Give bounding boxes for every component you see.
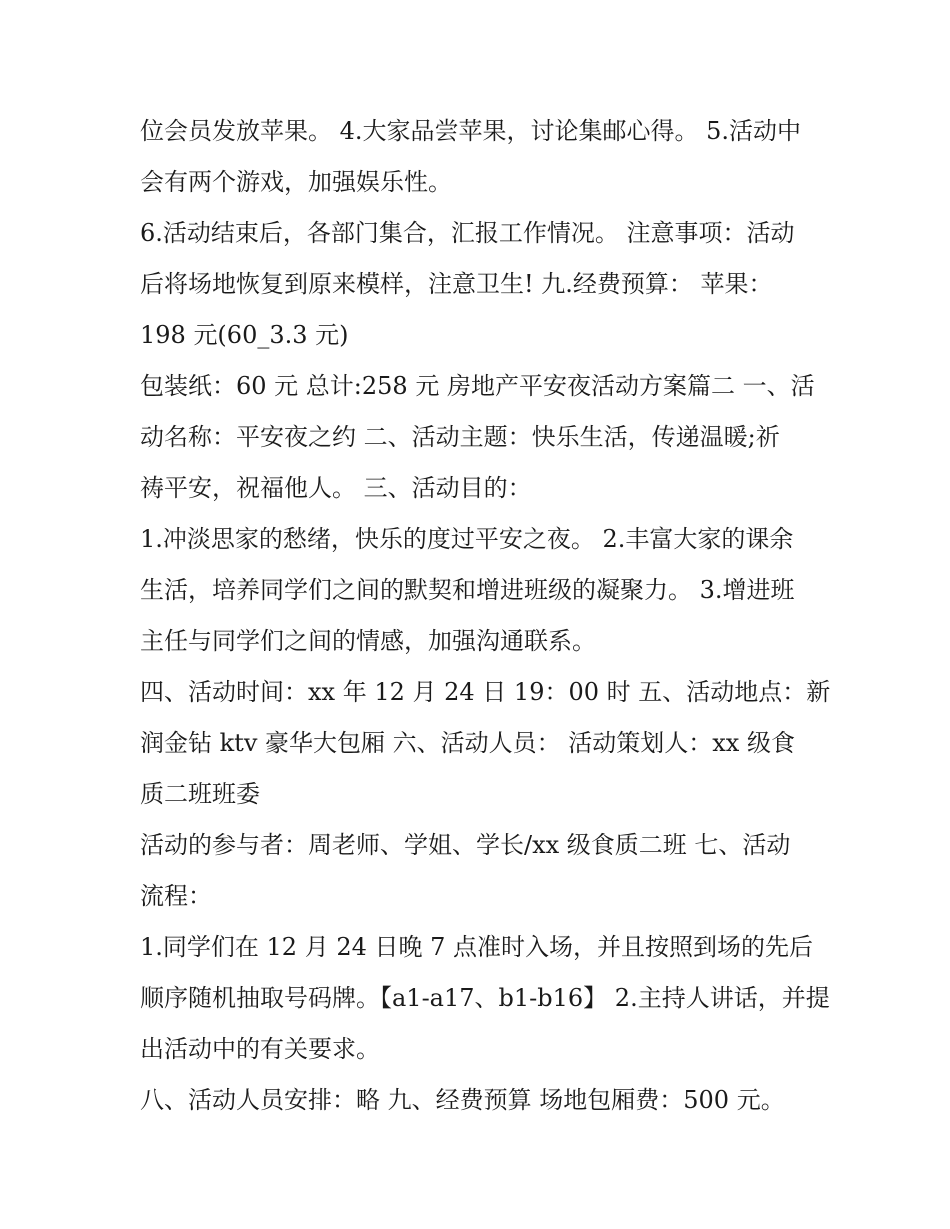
text-line: 生活，培养同学们之间的默契和增进班级的凝聚力。 3.增进班	[140, 576, 795, 604]
text-line: 顺序随机抽取号码牌。【a1-a17、b1-b16】 2.主持人讲话，并提	[140, 984, 830, 1012]
text-line: 流程：	[140, 882, 212, 910]
text-line: 质二班班委	[140, 780, 260, 808]
text-line: 6.活动结束后，各部门集合，汇报工作情况。 注意事项：活动	[140, 219, 795, 247]
text-line: 会有两个游戏，加强娱乐性。	[140, 168, 452, 196]
text-line: 后将场地恢复到原来模样，注意卫生! 九.经费预算： 苹果：	[140, 270, 773, 298]
text-line: 198 元(60_3.3 元)	[140, 321, 349, 349]
text-line: 四、活动时间：xx 年 12 月 24 日 19：00 时 五、活动地点：新	[140, 678, 831, 706]
text-line: 八、活动人员安排：略 九、经费预算 场地包厢费：500 元。	[140, 1086, 785, 1114]
text-line: 活动的参与者：周老师、学姐、学长/xx 级食质二班 七、活动	[140, 831, 791, 859]
text-line: 包装纸：60 元 总计:258 元 房地产平安夜活动方案篇二 一、活	[140, 372, 815, 400]
text-line: 动名称：平安夜之约 二、活动主题：快乐生活，传递温暖;祈	[140, 423, 780, 451]
text-line: 1.同学们在 12 月 24 日晚 7 点准时入场，并且按照到场的先后	[140, 933, 814, 961]
document-body	[140, 106, 831, 1126]
text-line: 润金钻 ktv 豪华大包厢 六、活动人员： 活动策划人：xx 级食	[140, 729, 795, 757]
text-line: 主任与同学们之间的情感，加强沟通联系。	[140, 627, 596, 655]
text-line: 出活动中的有关要求。	[140, 1035, 380, 1063]
text-line: 位会员发放苹果。 4.大家品尝苹果，讨论集邮心得。 5.活动中	[140, 117, 802, 145]
text-line: 1.冲淡思家的愁绪，快乐的度过平安之夜。 2.丰富大家的课余	[140, 525, 794, 553]
text-line: 祷平安，祝福他人。 三、活动目的：	[140, 474, 532, 502]
